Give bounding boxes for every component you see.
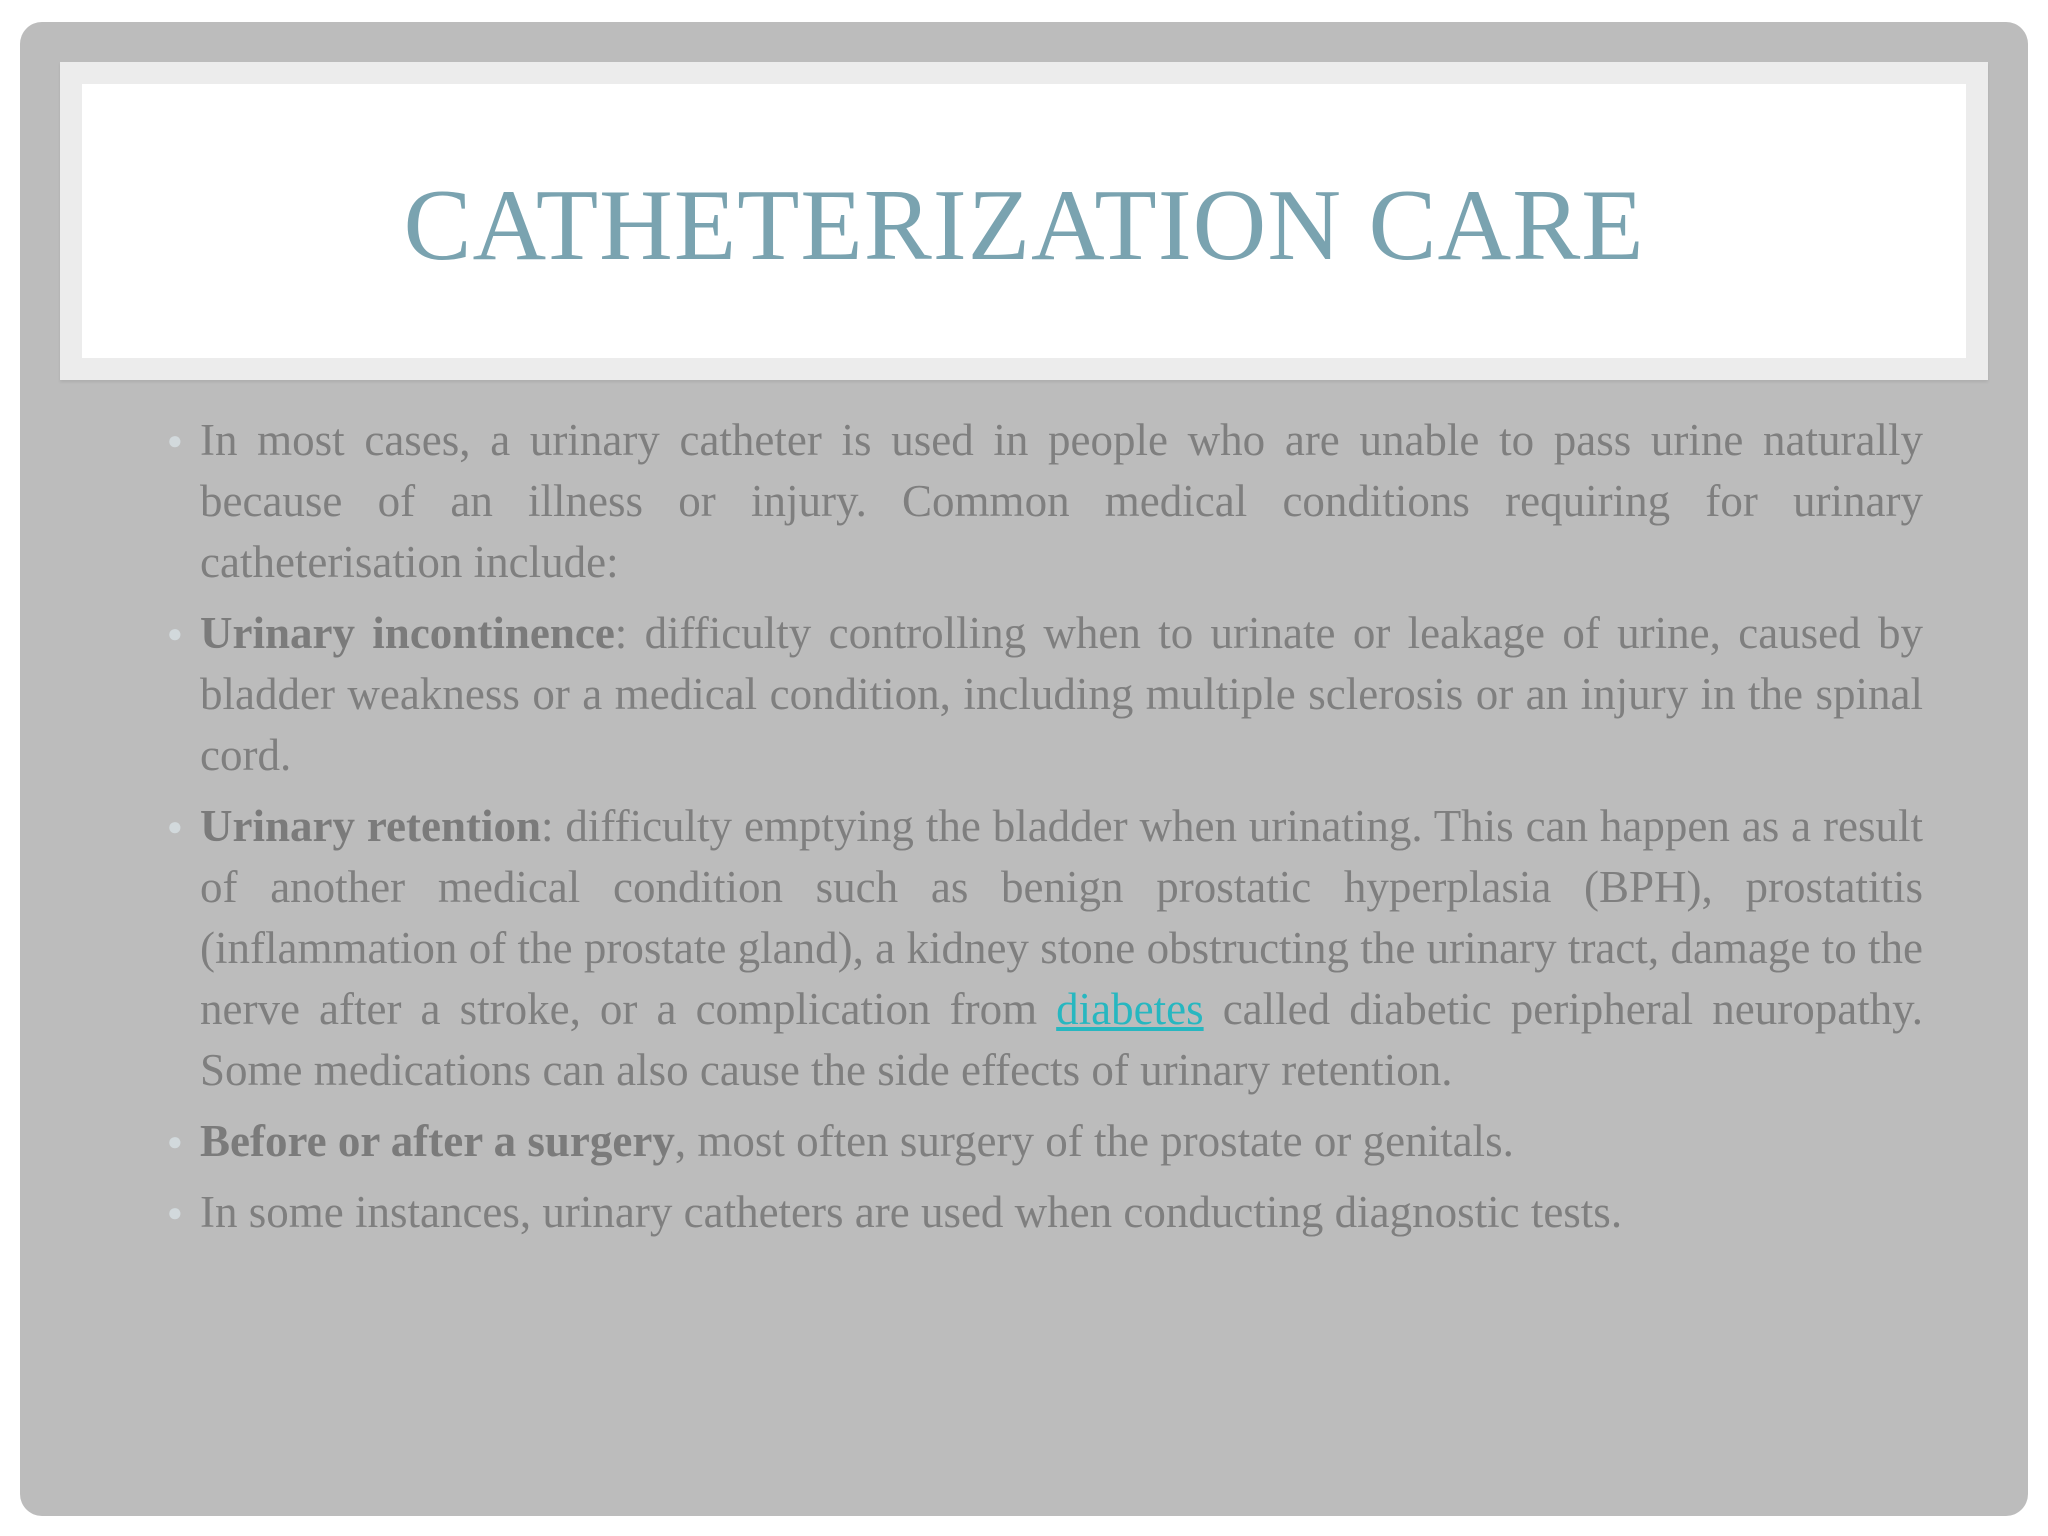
bullet-item — [145, 1182, 1923, 1243]
bullet-item — [145, 410, 1923, 593]
title-frame — [60, 62, 1988, 380]
dot-bullet-icon: ● — [167, 1127, 183, 1156]
bullet-item — [145, 796, 1923, 1101]
dot-bullet-icon: ● — [167, 812, 183, 841]
bullet-text: In most cases, a urinary catheter is used in people who are unable to pass urine naturally because of an illness or injury. Common medical conditions requiring for urinary catheterisation include: — [200, 415, 1923, 587]
bullet-text-after: called diabetic peripheral neuropathy. Some medications can also cause the side effects of urinary retention. — [200, 984, 1923, 1095]
dot-bullet-icon: ● — [167, 426, 183, 455]
dot-bullet-icon: ● — [167, 619, 183, 648]
bullet-text: : difficulty controlling when to urinate or leakage of urine, caused by bladder weakness or a medical condition, including multiple sclerosis or an injury in the spinal cord. — [200, 608, 1923, 780]
bullet-list — [145, 410, 1923, 1253]
bullet-text: , most often surgery of the prostate or genitals. — [674, 1116, 1514, 1166]
dot-bullet-icon: ● — [167, 1198, 183, 1227]
bullet-item — [145, 603, 1923, 786]
bullet-term: Before or after a surgery — [200, 1116, 675, 1166]
bullet-text: In some instances, urinary catheters are used when conducting diagnostic tests. — [200, 1187, 1623, 1237]
bullet-term: Urinary retention — [200, 801, 542, 851]
slide — [20, 22, 2028, 1516]
bullet-text: : difficulty emptying the bladder when urinating. This can happen as a result of another medical condition such as benign prostatic hyperplasia (BPH), prostatitis (inflammation of the prostate gland), a kidney stone obstructing the urinary tract, damage to the nerve after a stroke, or a complication from — [200, 801, 1923, 1034]
diabetes-link[interactable]: diabetes — [1056, 984, 1204, 1034]
bullet-item — [145, 1111, 1923, 1172]
title-box — [82, 84, 1966, 358]
slide-title: CATHETERIZATION CARE — [403, 168, 1645, 282]
bullet-term: Urinary incontinence — [200, 608, 615, 658]
